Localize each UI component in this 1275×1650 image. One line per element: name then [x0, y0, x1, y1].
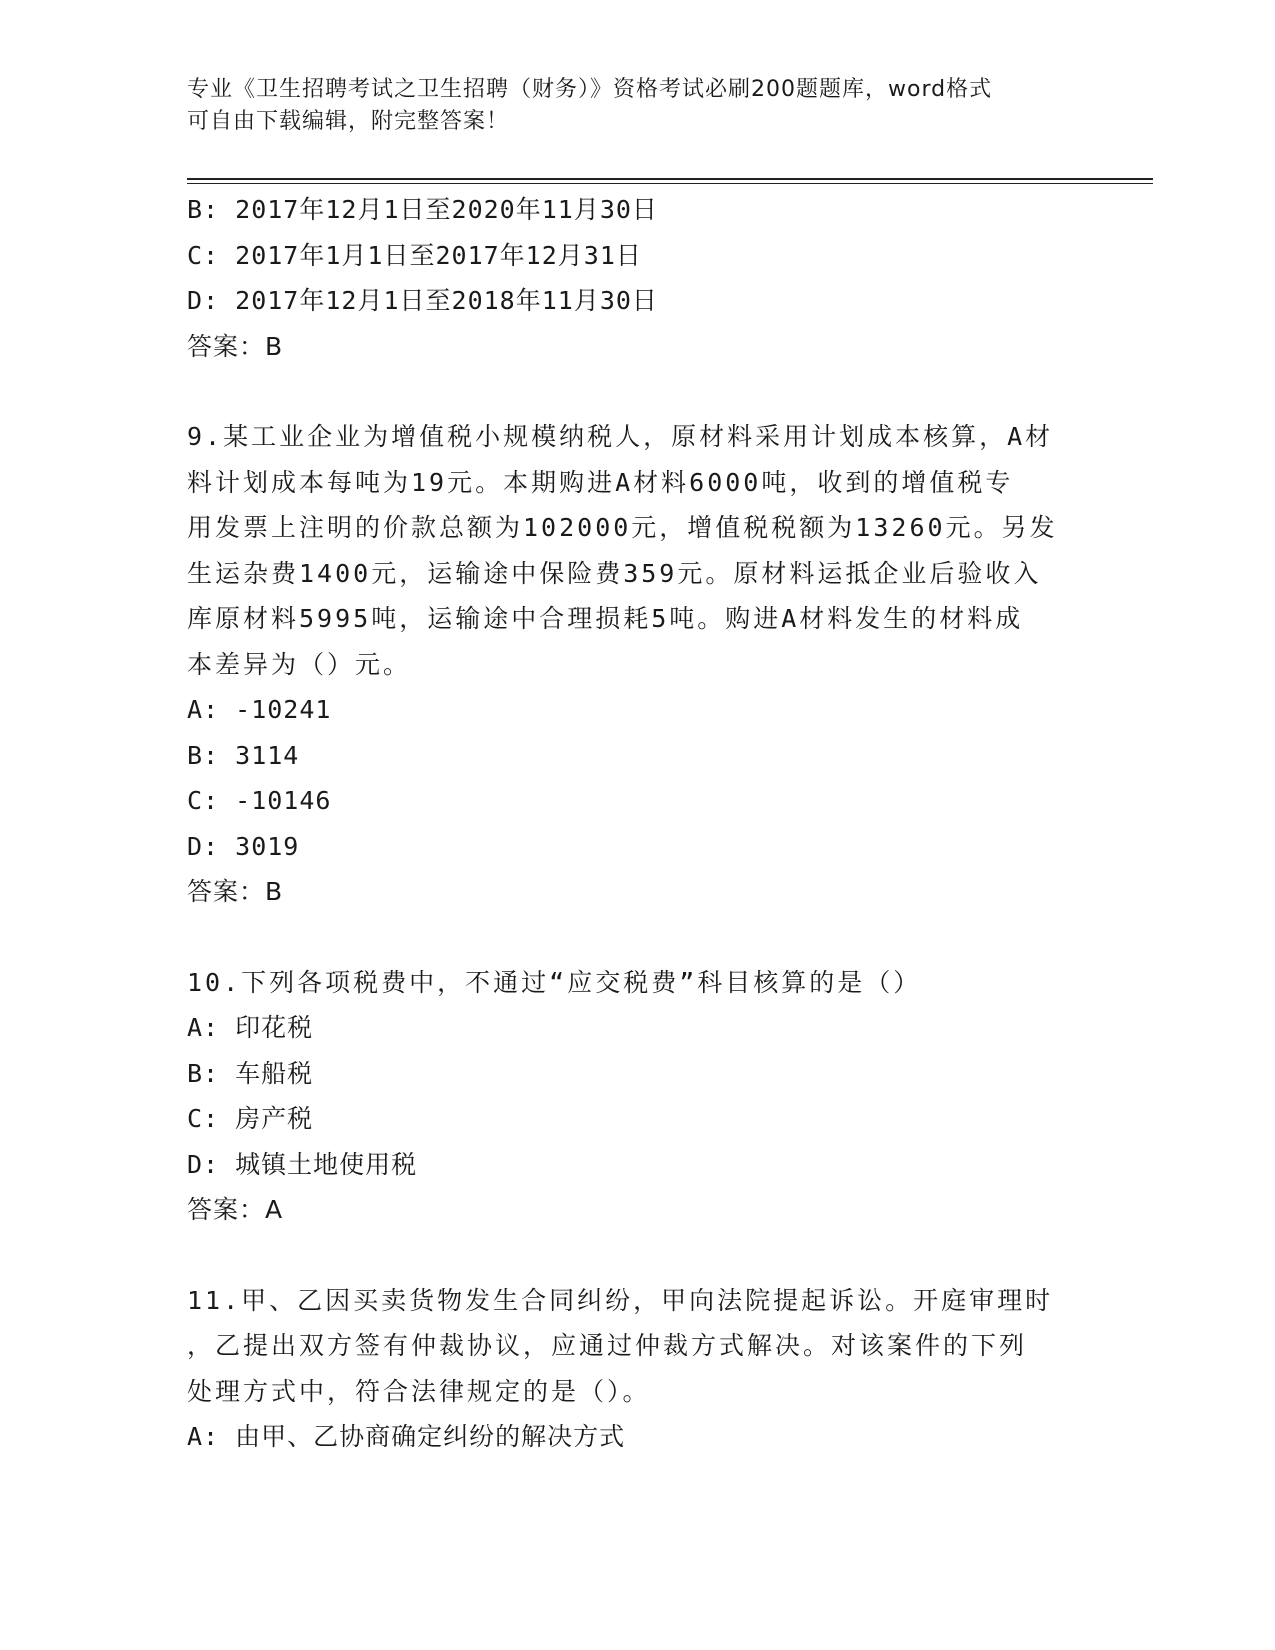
question-stem-line: 料计划成本每吨为19元。本期购进A材料6000吨，收到的增值税专	[187, 467, 1014, 497]
header-divider-thin	[187, 183, 1153, 184]
option-b: B: 3114	[187, 740, 300, 770]
option-d: D: 城镇土地使用税	[187, 1149, 418, 1179]
option-c: C: 房产税	[187, 1104, 314, 1133]
question-stem-line: 本差异为（）元。	[187, 649, 412, 679]
header-divider	[187, 178, 1153, 180]
header-line-2: 可自由下载编辑，附完整答案！	[187, 109, 510, 134]
option-b: B: 车船税	[187, 1058, 314, 1088]
option-a: A: 由甲、乙协商确定纠纷的解决方式	[187, 1422, 626, 1451]
question-8-continuation	[187, 187, 1077, 369]
page-header	[187, 74, 1067, 138]
document-body	[187, 187, 1077, 1460]
question-stem-line: 10.下列各项税费中，不通过“应交税费”科目核算的是（）	[187, 967, 922, 997]
question-9	[187, 414, 1077, 915]
option-d: D: 2017年12月1日至2018年11月30日	[187, 286, 658, 315]
question-stem-line: 处理方式中，符合法律规定的是（）。	[187, 1376, 651, 1406]
option-c: C: 2017年1月1日至2017年12月31日	[187, 240, 642, 270]
option-d: D: 3019	[187, 831, 300, 861]
question-stem-line: 用发票上注明的价款总额为102000元，增值税税额为13260元。另发	[187, 513, 1058, 542]
option-a: A: 印花税	[187, 1013, 314, 1042]
answer: 答案：B	[187, 331, 284, 361]
spacer	[187, 915, 1077, 960]
answer: 答案：A	[187, 1195, 284, 1224]
answer: 答案：B	[187, 877, 284, 906]
question-10	[187, 960, 1077, 1233]
option-a: A: -10241	[187, 695, 332, 724]
spacer	[187, 369, 1077, 414]
question-stem-line: 库原材料5995吨，运输途中合理损耗5吨。购进A材料发生的材料成	[187, 604, 1024, 633]
option-b: B: 2017年12月1日至2020年11月30日	[187, 195, 658, 224]
question-stem-line: 9.某工业企业为增值税小规模纳税人，原材料采用计划成本核算，A材	[187, 422, 1054, 451]
question-stem-line: 生运杂费1400元，运输途中保险费359元。原材料运抵企业后验收入	[187, 558, 1042, 588]
spacer	[187, 1233, 1077, 1278]
option-c: C: -10146	[187, 786, 332, 815]
question-stem-line: ，乙提出双方签有仲裁协议，应通过仲裁方式解决。对该案件的下列	[187, 1331, 1028, 1360]
header-line-1: 专业《卫生招聘考试之卫生招聘（财务）》资格考试必刷200题题库，word格式	[187, 77, 993, 102]
question-stem-line: 11.甲、乙因买卖货物发生合同纠纷，甲向法院提起诉讼。开庭审理时	[187, 1285, 1054, 1315]
question-11	[187, 1278, 1077, 1460]
